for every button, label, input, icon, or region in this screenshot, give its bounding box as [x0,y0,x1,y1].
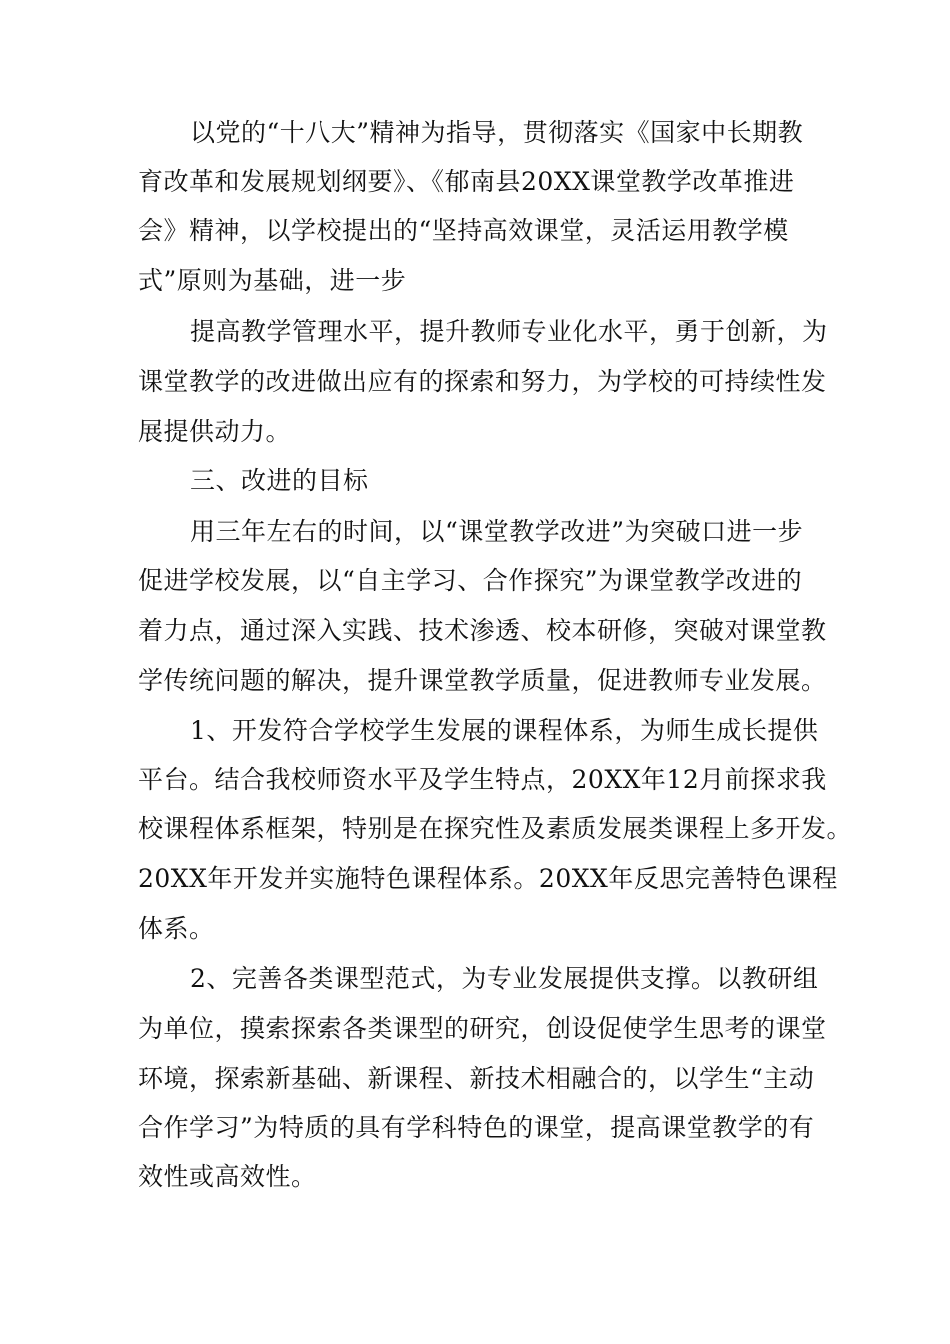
paragraph-line: 以党的“十八大”精神为指导，贯彻落实《国家中长期教 [190,118,804,147]
paragraph-line: 提高教学管理水平，提升教师专业化水平，勇于创新，为 [190,317,828,346]
paragraph-line: 用三年左右的时间，以“课堂教学改进”为突破口进一步 [190,517,804,546]
paragraph-line: 效性或高效性。 [138,1162,317,1191]
paragraph-line: 促进学校发展，以“自主学习、合作探究”为课堂教学改进的 [138,566,803,595]
paragraph-line: 为单位，摸索探索各类课型的研究，创设促使学生思考的课堂 [138,1014,827,1043]
paragraph-line: 2、完善各类课型范式，为专业发展提供支撑。以教研组 [190,964,819,993]
paragraph-line: 平台。结合我校师资水平及学生特点，20XX年12月前探求我 [138,765,827,794]
section-heading: 三、改进的目标 [190,466,369,495]
paragraph-line: 体系。 [138,914,215,943]
paragraph-line: 展提供动力。 [138,417,292,446]
paragraph-line: 着力点，通过深入实践、技术渗透、校本研修，突破对课堂教 [138,616,827,645]
paragraph-line: 育改革和发展规划纲要》、《郁南县20XX课堂教学改革推进 [138,167,795,196]
paragraph-line: 合作学习”为特质的具有学科特色的课堂，提高课堂教学的有 [138,1113,815,1142]
paragraph-line: 环境，探索新基础、新课程、新技术相融合的，以学生“主动 [138,1064,815,1093]
paragraph-line: 课堂教学的改进做出应有的探索和努力，为学校的可持续性发 [138,367,827,396]
paragraph-line: 学传统问题的解决，提升课堂教学质量，促进教师专业发展。 [138,666,827,695]
paragraph-line: 1、开发符合学校学生发展的课程体系，为师生成长提供 [190,716,819,745]
paragraph-line: 20XX年开发并实施特色课程体系。20XX年反思完善特色课程 [138,864,838,893]
paragraph-line: 校课程体系框架，特别是在探究性及素质发展类课程上多开发。 [138,814,853,843]
paragraph-line: 式”原则为基础，进一步 [138,266,407,295]
paragraph-line: 会》精神，以学校提出的“坚持高效课堂，灵活运用教学模 [138,216,789,245]
